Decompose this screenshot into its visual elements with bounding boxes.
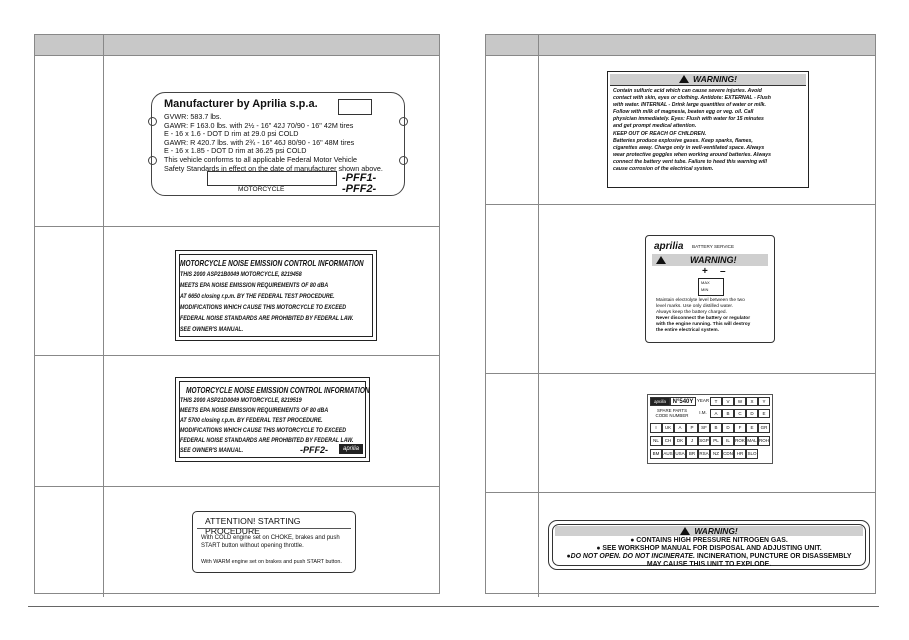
plate-motorcycle: MOTORCYCLE xyxy=(238,186,285,193)
table-row xyxy=(486,56,875,205)
acid-warning-text: Contain sulfuric acid which can cause severe injuries. Avoid contact with skin, eyes or clothing. Antidote: EXTERNAL - Flush with water. INTERNAL - Drink large quantities of water or milk. Follow with milk of magnesia, beaten egg or veg. oil. Call physician immediately. Eyes: Flush with water for 15 minutes and get prompt medical attention. KEEP OUT OF REACH OF CHILDREN. Batteries produce explosive gases. Keep sparks, flames, cigarettes away. Charge only in well-ventilated space. Always wear protective goggles when working around batteries. Always connect the battery vent tube. Failure to heed this warning will cause corrosion of the electrical system. xyxy=(613,88,772,173)
table-row xyxy=(35,356,439,487)
manufacturer-plate xyxy=(151,92,405,196)
warning-triangle-icon xyxy=(656,256,666,264)
table-row xyxy=(35,487,439,597)
plate-pff1: -PFF1- xyxy=(342,172,377,184)
plate-title: Manufacturer by Aprilia s.p.a. xyxy=(164,98,318,110)
table-row xyxy=(35,227,439,356)
table-row xyxy=(486,493,875,597)
table-row xyxy=(35,56,439,227)
warning-triangle-icon xyxy=(679,75,689,83)
table-row xyxy=(486,374,875,493)
mount-hole-icon xyxy=(148,156,157,165)
aprilia-logo: aprilia xyxy=(650,397,670,406)
noise-emission-label: MOTORCYCLE NOISE EMISSION CONTROL INFORMATION THIS 2000 ASP21D0049 MOTORCYCLE, 8219519 MEETS EPA NOISE EMISSION REQUIREMENTS OF 80 dBA AT 5700 closing r.p.m. BY FEDERAL TEST PROCEDURE. MODIFICATIONS WHICH CAUSE THIS MOTORCYCLE TO EXCEED FEDERAL NOISE STANDARDS ARE PROHIBITED BY FEDERAL LAW. SEE OWNER'S MANUAL. -PFF2- aprilia xyxy=(175,377,370,462)
attention-title: ATTENTION! STARTING PROCEDURE xyxy=(205,516,301,536)
plate-pff2: -PFF2- xyxy=(342,183,377,195)
starting-procedure-label: ATTENTION! STARTING PROCEDURE With COLD engine set on CHOKE, brakes and push START button without opening throttle. With WARM engine set on brakes and push START button. xyxy=(192,511,356,573)
right-label-table xyxy=(485,34,876,594)
mount-hole-icon xyxy=(399,156,408,165)
table-row xyxy=(486,205,875,374)
table-header xyxy=(35,35,439,56)
mount-hole-icon xyxy=(399,117,408,126)
acid-warning-label: WARNING! Contain sulfuric acid which can cause severe injuries. Avoid contact with skin, eyes or clothing. Antidote: EXTERNAL - Flush with water. INTERNAL - Drink large quantities of water or milk. Follow with milk of magnesia, beaten egg or veg. oil. Call physician immediately. Eyes: Flush with water for 15 minutes and get prompt medical attention. KEEP OUT OF REACH OF CHILDREN. Batteries produce explosive gases. Keep sparks, flames, cigarettes away. Charge only in well-ventilated space. Always wear protective goggles when working around batteries. Always connect the battery vent tube. Failure to heed this warning will cause corrosion of the electrical system. xyxy=(607,71,809,188)
battery-warning-text: Maintain electrolyte level between the two level marks. Use only distilled water. Always keep the battery charged. Never disconnect the battery or regulator with the engine running. This will destroy the entire electrical system. xyxy=(656,298,751,333)
spare-parts-label: aprilia N°540Y YEAR T V W X Y SPARE PARTS CODE NUMBER I.M. A B C D E I UK A P SF B D F E GR NL CH DK J SGP PL IL ROK MAL ROH BM AUS USA BR RSA NZ CDN HR SLO xyxy=(647,394,773,464)
plate-spec-lines: GVWR: 583.7 lbs. GAWR: F 163.0 lbs. with 2½ - 16" 42J 70/90 - 16" 42M tires E - 16 x 1.6 - DOT D rim at 29.0 psi COLD GAWR: R 420.7 lbs. with 2¾ - 16" 46J 80/90 - 16" 48M tires E - 16 x 1.85 - DOT D rim at 36.25 psi COLD This vehicle conforms to all applicable Federal Motor Vehicle Safety Standards in effect on the date of manufacturer shown above. xyxy=(164,112,383,173)
mount-hole-icon xyxy=(148,117,157,126)
left-label-table xyxy=(34,34,440,594)
emission-pff2: -PFF2- xyxy=(300,445,328,455)
battery-service-label: aprilia BATTERY SERVICE WARNING! + – MAX MIN Maintain electrolyte level between the two level marks. Use only distilled water. Always keep the battery charged. Never disconnect the battery or regulator with the engine running. This will destroy the entire electrical system. xyxy=(645,235,775,343)
table-header xyxy=(486,35,875,56)
battery-plus-icon: + xyxy=(702,266,708,277)
plate-vin-box xyxy=(207,171,337,186)
noise-emission-label: MOTORCYCLE NOISE EMISSION CONTROL INFORMATION THIS 2000 ASP21B0049 MOTORCYCLE, 8219458 MEETS EPA NOISE EMISSION REQUIREMENTS OF 80 dBA AT 6650 closing r.p.m. BY THE FEDERAL TEST PROCEDURE. MODIFICATIONS WHICH CAUSE THIS MOTORCYCLE TO EXCEED FEDERAL NOISE STANDARDS ARE PROHIBITED BY FEDERAL LAW. SEE OWNER'S MANUAL. xyxy=(175,250,377,341)
page-footer-rule xyxy=(28,606,879,607)
aprilia-logo: aprilia xyxy=(339,444,363,454)
warning-triangle-icon xyxy=(680,527,690,535)
nitrogen-gas-warning-label: WARNING! ● CONTAINS HIGH PRESSURE NITROGEN GAS. ● SEE WORKSHOP MANUAL FOR DISPOSAL AND ADJUSTING UNIT. ●DO NOT OPEN. DO NOT INCINERATE. INCINERATION, PUNCTURE OR DISASSEMBLY MAY CAUSE THIS UNIT TO EXPLODE. xyxy=(548,520,870,570)
battery-minus-icon: – xyxy=(720,266,726,277)
battery-icon: MAX MIN xyxy=(698,278,724,296)
aprilia-logo: aprilia xyxy=(654,241,684,252)
emission-title: MOTORCYCLE NOISE EMISSION CONTROL INFORMATION xyxy=(186,385,370,395)
emission-title: MOTORCYCLE NOISE EMISSION CONTROL INFORMATION xyxy=(180,258,364,268)
